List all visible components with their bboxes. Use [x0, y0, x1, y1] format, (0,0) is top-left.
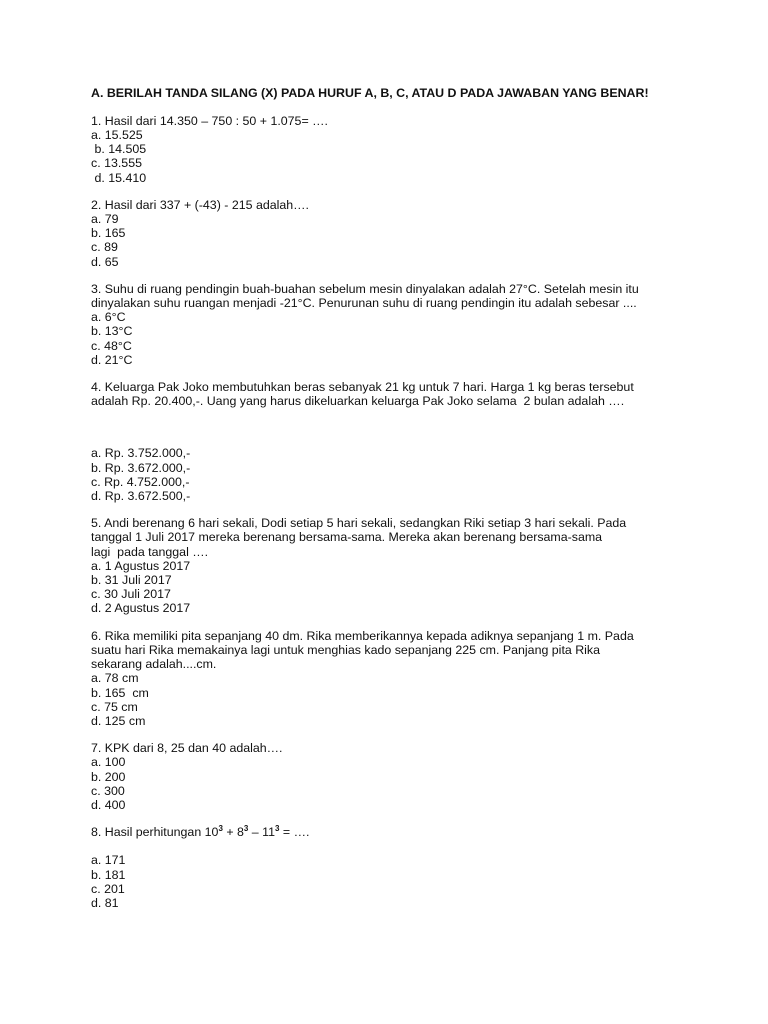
stem-prefix: 8. Hasil perhitungan 10 [91, 825, 219, 840]
option-a: a. 6°C [91, 310, 126, 325]
option-d: d. Rp. 3.672.500,- [91, 489, 191, 504]
option-b: b. 13°C [91, 324, 133, 339]
question-stem: tanggal 1 Juli 2017 mereka berenang bersama-sama. Mereka akan berenang bersama-sama [91, 530, 603, 545]
question-3 [91, 282, 691, 367]
option-c: c. 89 [91, 240, 118, 255]
question-stem: adalah Rp. 20.400,-. Uang yang harus dikeluarkan keluarga Pak Joko selama 2 bulan adalah …. [91, 394, 625, 409]
question-stem: 4. Keluarga Pak Joko membutuhkan beras sebanyak 21 kg untuk 7 hari. Harga 1 kg beras tersebut [91, 380, 634, 395]
stem-part: + 8 [222, 825, 244, 840]
question-1 [91, 114, 691, 185]
option-c: c. 75 cm [91, 699, 138, 714]
option-b: b. 165 cm [91, 685, 149, 700]
option-d: d. 2 Agustus 2017 [91, 601, 191, 616]
question-stem: 1. Hasil dari 14.350 – 750 : 50 + 1.075= …. [91, 113, 328, 128]
option-b: b. 14.505 [91, 142, 147, 157]
option-d: d. 400 [91, 797, 126, 812]
question-stem: sekarang adalah....cm. [91, 657, 217, 672]
question-stem: 2. Hasil dari 337 + (-43) - 215 adalah…. [91, 197, 309, 212]
question-stem [91, 825, 691, 839]
section-title: A. BERILAH TANDA SILANG (X) PADA HURUF A, B, C, ATAU D PADA JAWABAN YANG BENAR! [91, 86, 649, 100]
question-6 [91, 629, 691, 728]
option-a: a. 79 [91, 212, 119, 227]
option-d: d. 21°C [91, 352, 133, 367]
option-a: a. 78 cm [91, 671, 139, 686]
option-c: c. 30 Juli 2017 [91, 587, 171, 602]
option-b: b. 200 [91, 769, 126, 784]
option-a: a. 171 [91, 853, 126, 868]
question-7 [91, 741, 691, 812]
option-a: a. 100 [91, 755, 126, 770]
option-c: c. 48°C [91, 338, 132, 353]
option-d: d. 125 cm [91, 713, 146, 728]
question-stem: 6. Rika memiliki pita sepanjang 40 dm. Rika memberikannya kepada adiknya sepanjang 1 m. Pada [91, 628, 634, 643]
question-stem: 3. Suhu di ruang pendingin buah-buahan sebelum mesin dinyalakan adalah 27°C. Setelah mesin itu [91, 281, 639, 296]
option-a: a. Rp. 3.752.000,- [91, 446, 191, 461]
question-4 [91, 380, 691, 503]
question-stem: 7. KPK dari 8, 25 dan 40 adalah…. [91, 741, 283, 756]
option-a: a. 1 Agustus 2017 [91, 558, 191, 573]
stem-part: – 11 [248, 825, 275, 840]
question-stem: 5. Andi berenang 6 hari sekali, Dodi setiap 5 hari sekali, sedangkan Riki setiap 3 hari sekali. Pada [91, 516, 627, 531]
blank-space [91, 408, 691, 446]
question-2 [91, 198, 691, 269]
option-d: d. 65 [91, 254, 119, 269]
exponent: 3 [218, 824, 223, 833]
option-d: d. 15.410 [91, 170, 147, 185]
option-d: d. 81 [91, 895, 119, 910]
exponent: 3 [275, 824, 280, 833]
question-stem: suatu hari Rika memakainya lagi untuk menghias kado sepanjang 225 cm. Panjang pita Rika [91, 642, 601, 657]
option-b: b. 31 Juli 2017 [91, 573, 172, 588]
option-c: c. 13.555 [91, 156, 142, 171]
option-a: a. 15.525 [91, 128, 143, 142]
option-b: b. 181 [91, 867, 126, 882]
option-b: b. 165 [91, 226, 126, 241]
question-stem: dinyalakan suhu ruangan menjadi -21°C. Penurunan suhu di ruang pendingin itu adalah sebesar .... [91, 296, 637, 311]
question-8 [91, 825, 691, 910]
option-b: b. Rp. 3.672.000,- [91, 460, 191, 475]
exam-document [91, 86, 691, 910]
stem-suffix: = …. [279, 825, 310, 840]
question-stem: lagi pada tanggal …. [91, 544, 209, 559]
question-5 [91, 516, 691, 615]
option-c: c. 201 [91, 881, 125, 896]
exponent: 3 [243, 824, 249, 833]
option-c: c. 300 [91, 783, 125, 798]
option-c: c. Rp. 4.752.000,- [91, 474, 190, 489]
